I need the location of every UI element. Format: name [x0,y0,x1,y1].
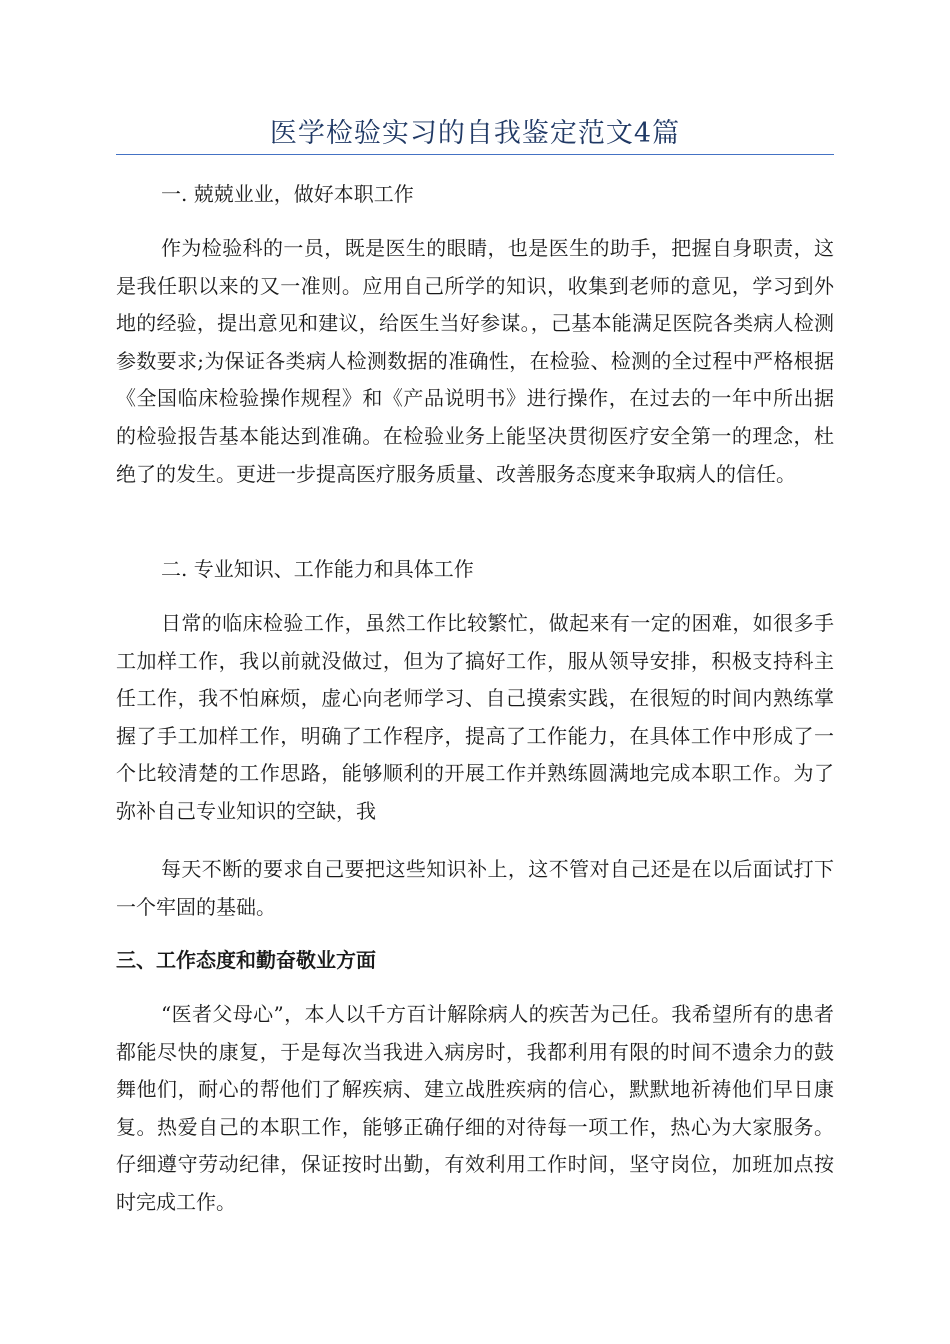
section-heading-2: 二. 专业知识、工作能力和具体工作 [161,557,474,581]
page-title: 医学检验实习的自我鉴定范文4篇 [269,118,681,149]
section-paragraph-2: 日常的临床检验工作，虽然工作比较繁忙，做起来有一定的困难，如很多手工加样工作，我以前就没做过，但为了搞好工作，服从领导安排，积极支持科主任工作，我不怕麻烦，虚心向老师学习、自己摸索实践，在很短的时间内熟练掌握了手工加样工作，明确了工作程序，提高了工作能力，在具体工作中形成了一个比较清楚的工作思路，能够顺利的开展工作并熟练圆满地完成本职工作。为了弥补自己专业知识的空缺，我 [116,611,834,823]
section-paragraph-2b: 每天不断的要求自己要把这些知识补上，这不管对自己还是在以后面试打下一个牢固的基础。 [116,857,834,919]
title-underline [116,154,834,155]
section-paragraph-3: “医者父母心”，本人以千方百计解除病人的疾苦为己任。我希望所有的患者都能尽快的康复，于是每次当我进入病房时，我都利用有限的时间不遗余力的鼓舞他们，耐心的帮他们了解疾病、建立战胜疾病的信心，默默地祈祷他们早日康复。热爱自己的本职工作，能够正确仔细的对待每一项工作，热心为大家服务。仔细遵守劳动纪律，保证按时出勤，有效利用工作时间，坚守岗位，加班加点按时完成工作。 [116,1002,834,1214]
section-heading-3: 三、工作态度和勤奋敬业方面 [116,948,376,972]
section-heading-1: 一. 兢兢业业，做好本职工作 [161,182,414,206]
section-paragraph-1: 作为检验科的一员，既是医生的眼睛，也是医生的助手，把握自身职责，这是我任职以来的又一准则。应用自己所学的知识，收集到老师的意见，学习到外地的经验，提出意见和建议，给医生当好参谋。，己基本能满足医院各类病人检测参数要求;为保证各类病人检测数据的准确性，在检验、检测的全过程中严格根据《全国临床检验操作规程》和《产品说明书》进行操作，在过去的一年中所出据的检验报告基本能达到准确。在检验业务上能坚决贯彻医疗安全第一的理念，杜绝了的发生。更进一步提高医疗服务质量、改善服务态度来争取病人的信任。 [116,236,834,486]
